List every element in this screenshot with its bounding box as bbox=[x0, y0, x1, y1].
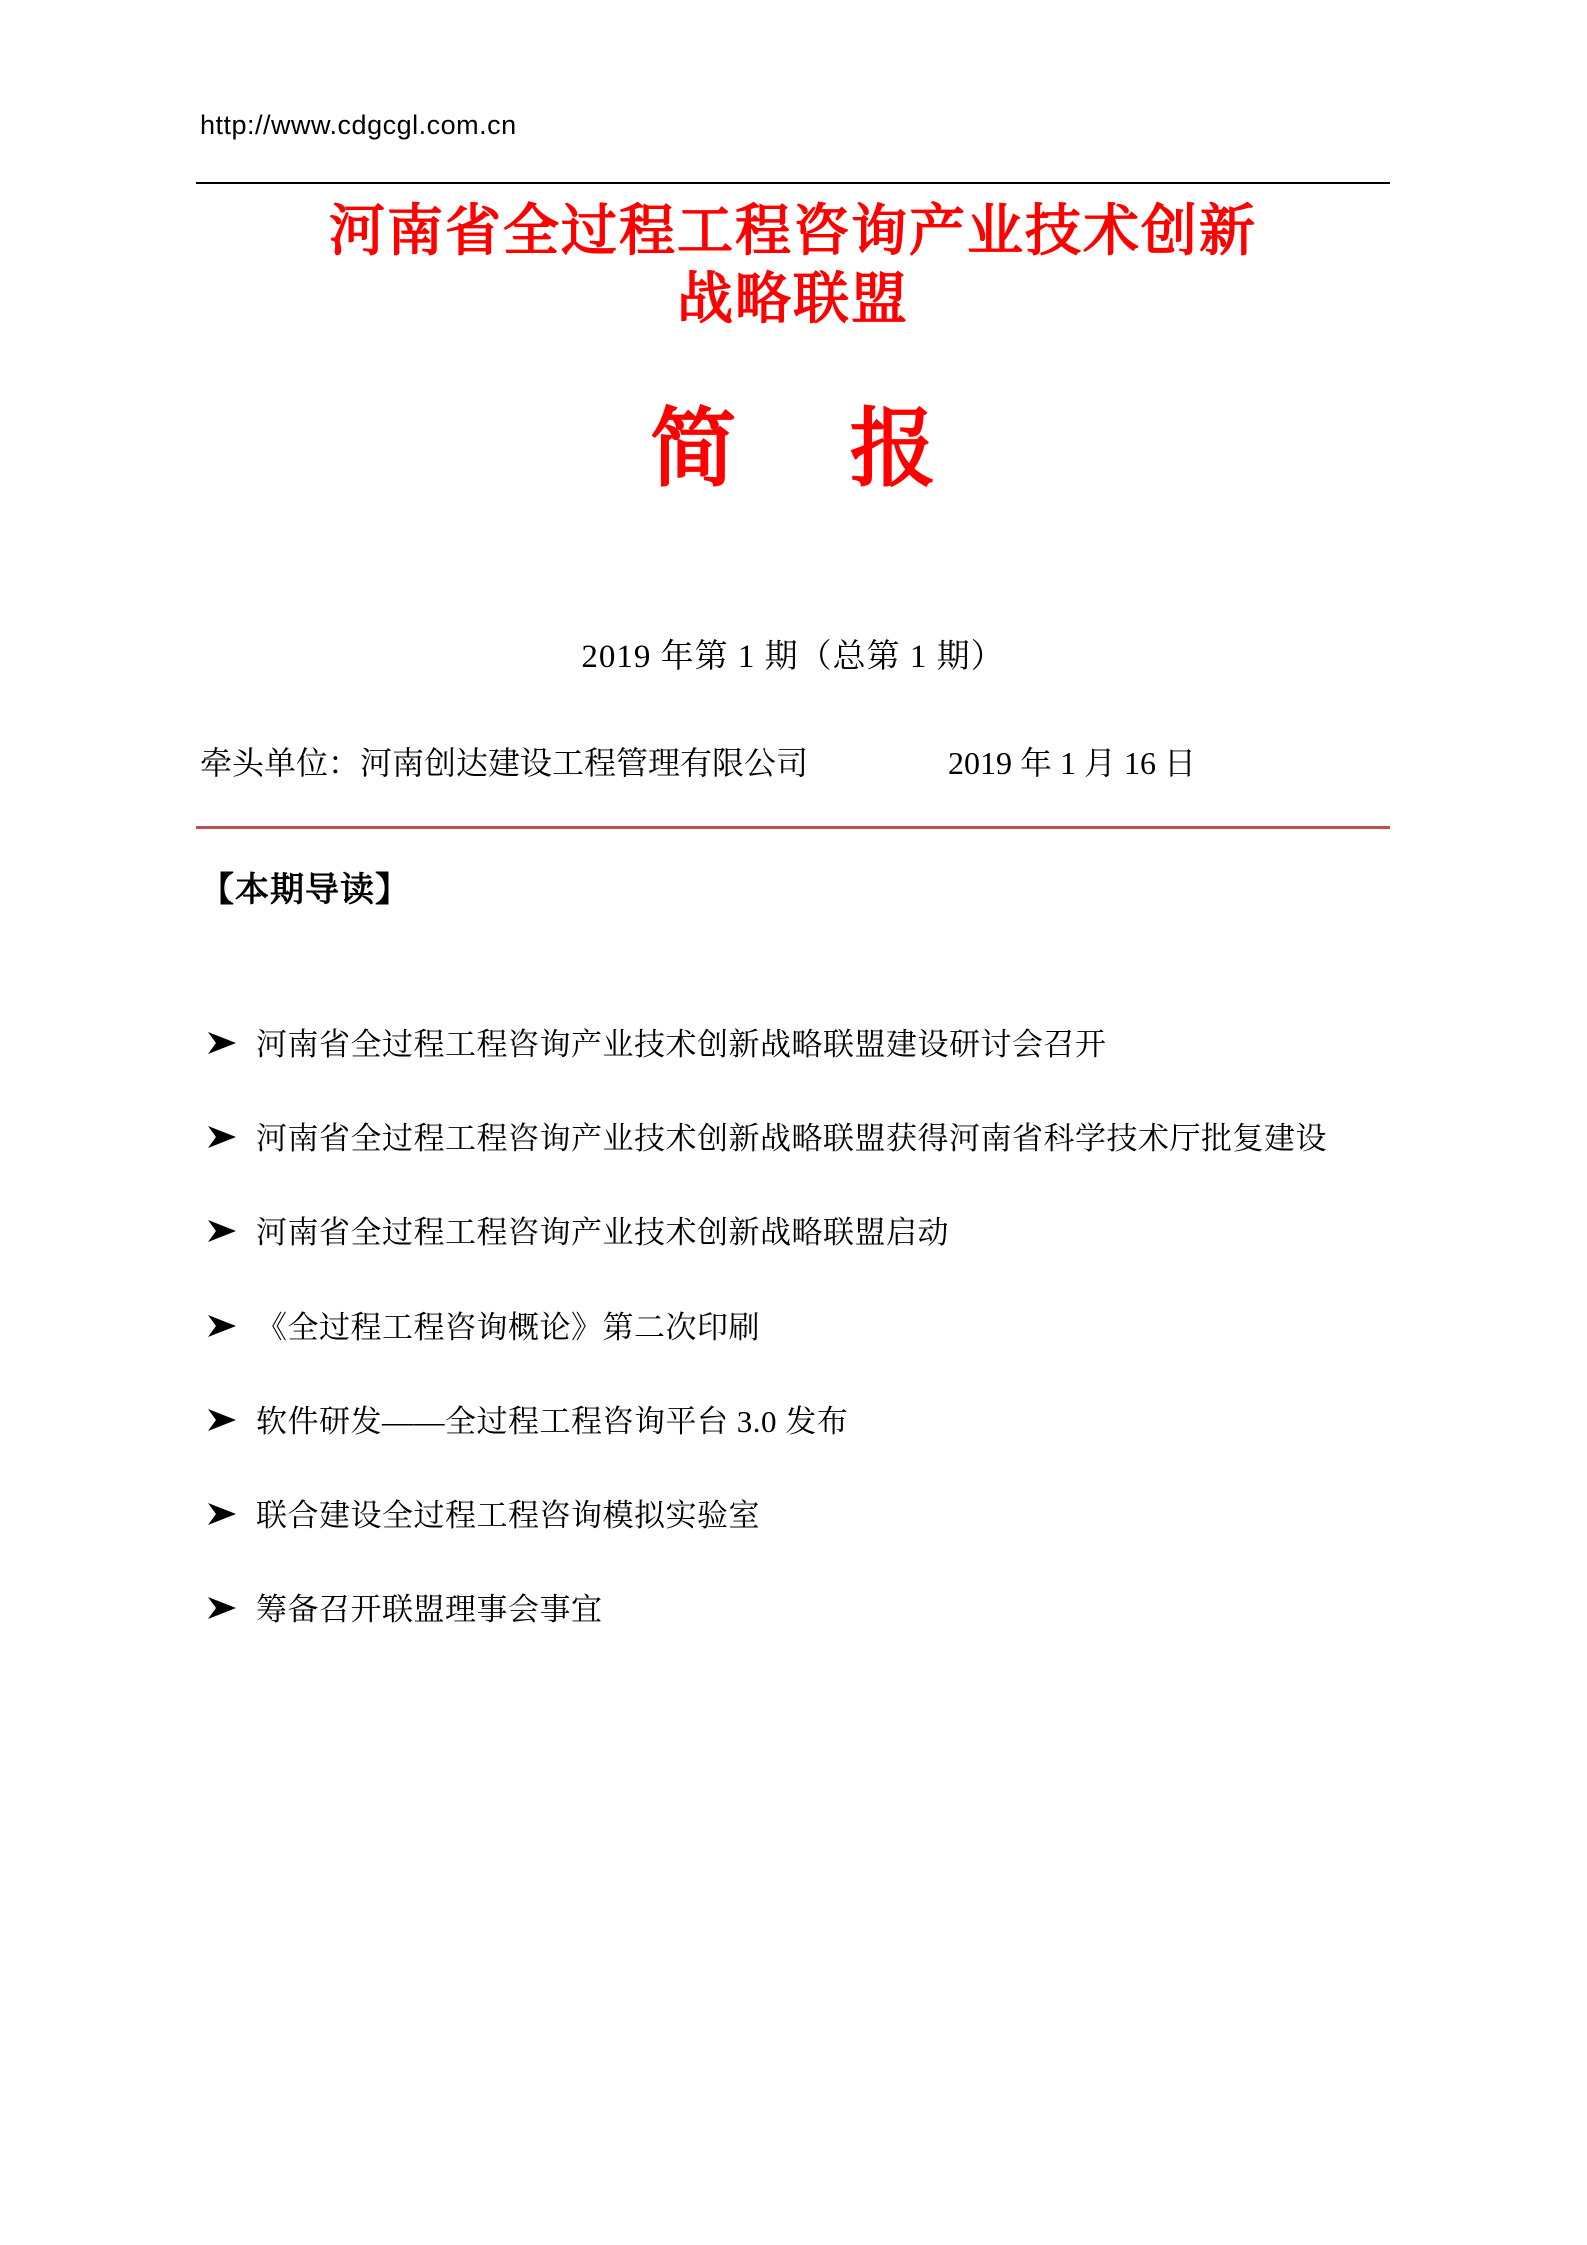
masthead-line-2: 战略联盟 bbox=[677, 269, 909, 332]
masthead-line-1: 河南省全过程工程咨询产业技术创新 bbox=[329, 201, 1257, 263]
list-item bbox=[196, 1020, 1396, 1070]
website-url[interactable]: http://www.cdgcgl.com.cn bbox=[200, 110, 517, 140]
arrow-bullet-icon bbox=[196, 1303, 256, 1339]
masthead-title bbox=[196, 198, 1390, 335]
list-item bbox=[196, 1208, 1396, 1258]
list-item bbox=[196, 1397, 1396, 1447]
list-item bbox=[196, 1491, 1396, 1541]
arrow-bullet-icon bbox=[196, 1397, 256, 1433]
toc-item-label: 联合建设全过程工程咨询模拟实验室 bbox=[256, 1498, 760, 1534]
toc-item-label: 河南省全过程工程咨询产业技术创新战略联盟获得河南省科学技术厅批复建设 bbox=[256, 1121, 1327, 1157]
table-of-contents bbox=[196, 1020, 1396, 1680]
section-title: 【本期导读】 bbox=[200, 872, 410, 909]
toc-item-label: 河南省全过程工程咨询产业技术创新战略联盟启动 bbox=[256, 1215, 949, 1251]
arrow-bullet-icon bbox=[196, 1585, 256, 1621]
toc-item-label: 筹备召开联盟理事会事宜 bbox=[256, 1592, 603, 1628]
publication-date: 2019 年 1 月 16 日 bbox=[948, 745, 1197, 781]
list-item bbox=[196, 1303, 1396, 1353]
bulletin-title: 简 报 bbox=[650, 401, 982, 497]
list-item bbox=[196, 1585, 1396, 1635]
header-divider bbox=[196, 182, 1390, 184]
arrow-bullet-icon bbox=[196, 1020, 256, 1056]
lead-organization: 牵头单位：河南创达建设工程管理有限公司 bbox=[200, 745, 809, 781]
publication-info-row bbox=[200, 738, 1390, 784]
list-item bbox=[196, 1114, 1396, 1164]
arrow-bullet-icon bbox=[196, 1114, 256, 1150]
toc-item-label: 软件研发——全过程工程咨询平台 3.0 发布 bbox=[256, 1403, 849, 1439]
toc-item-label: 《全过程工程咨询概论》第二次印刷 bbox=[256, 1309, 760, 1345]
arrow-bullet-icon bbox=[196, 1208, 256, 1244]
arrow-bullet-icon bbox=[196, 1491, 256, 1527]
toc-item-label: 河南省全过程工程咨询产业技术创新战略联盟建设研讨会召开 bbox=[256, 1027, 1107, 1062]
issue-number: 2019 年第 1 期（总第 1 期） bbox=[581, 639, 1005, 675]
section-divider bbox=[196, 826, 1390, 829]
